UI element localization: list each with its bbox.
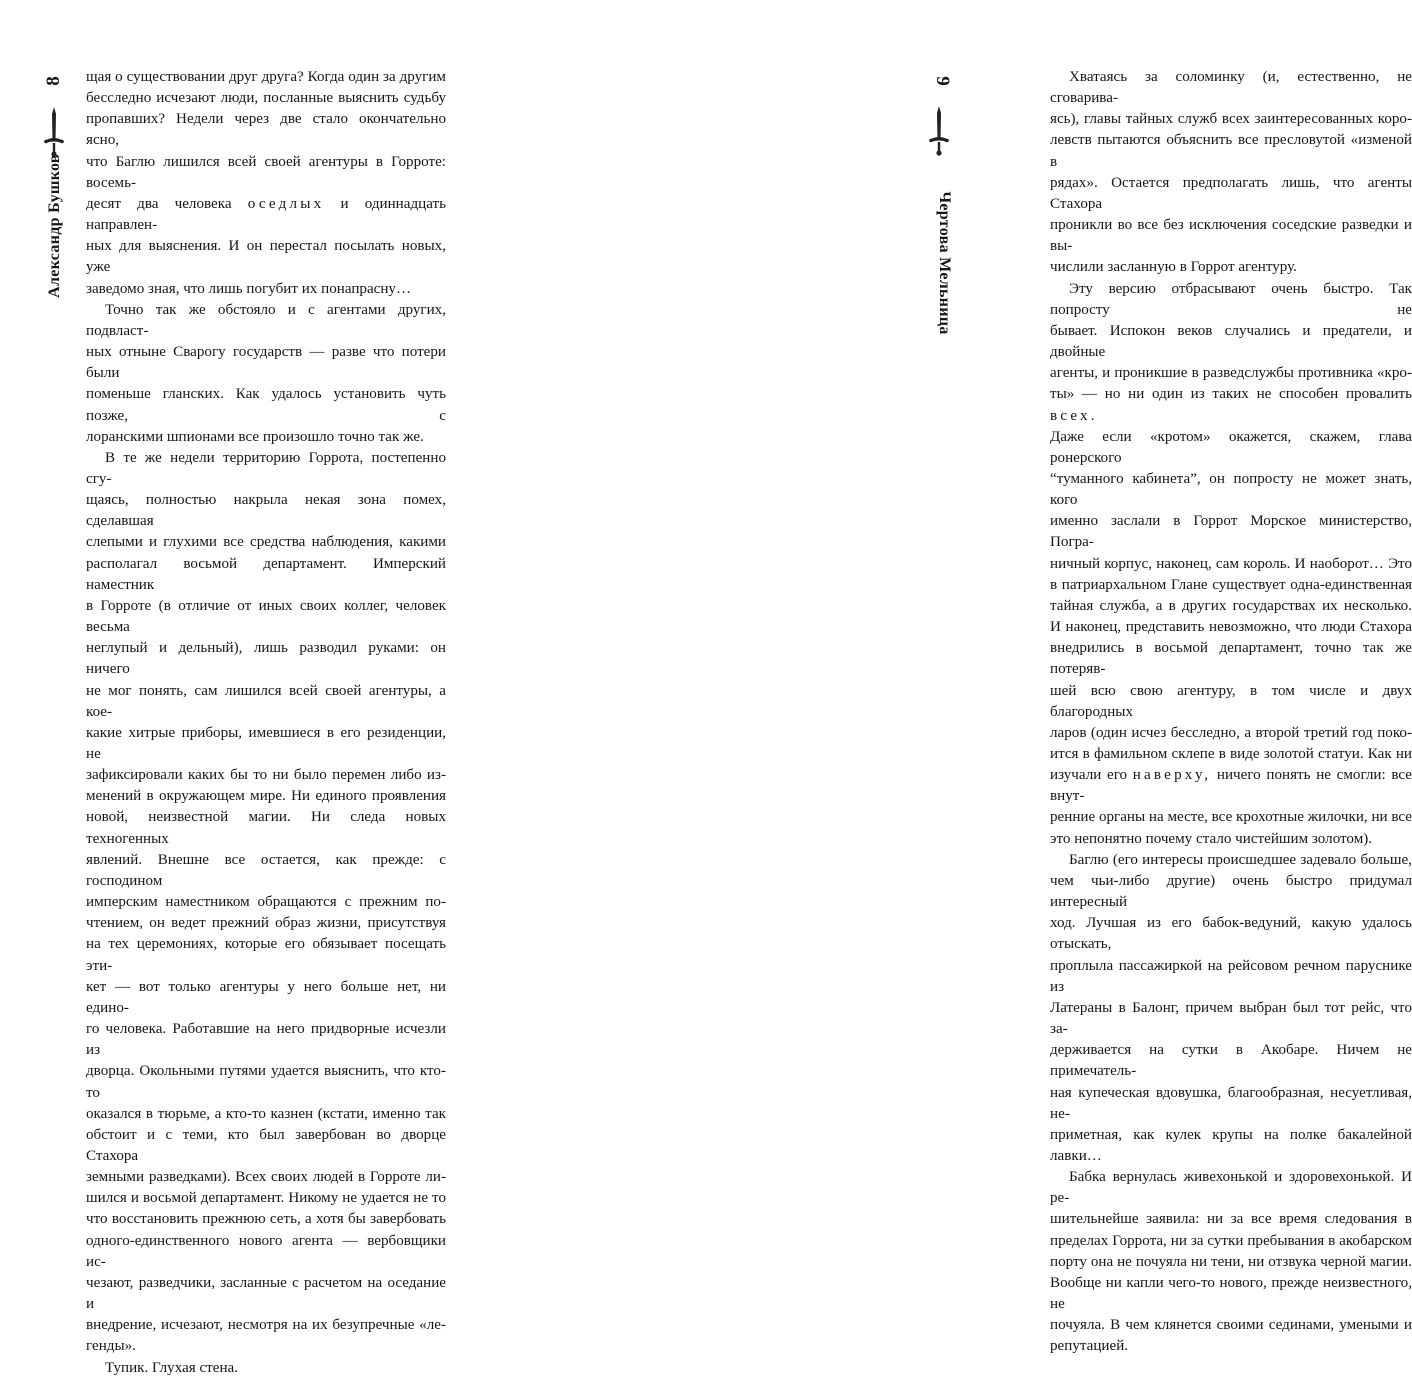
text-line: [86, 1061, 446, 1103]
line-text: дворца. Окольными путями удается выяснить, что кто-то: [86, 1063, 446, 1101]
text-line: [1050, 913, 1412, 955]
text-line: [1050, 850, 1412, 871]
text-line: [86, 279, 446, 300]
text-line: [86, 934, 446, 976]
line-text: заведомо зная, что лишь погубит их понапрасну…: [86, 280, 412, 297]
text-line: [1050, 1315, 1412, 1336]
text-line: [1050, 1167, 1412, 1209]
line-text: бывает. Испокон веков случались и предатели, и двойные: [1050, 322, 1412, 361]
line-text: левств пытаются объяснить все пресловутой «изменой в: [1050, 132, 1412, 170]
text-line: [1050, 1252, 1412, 1273]
line-text: одного-единственного нового агента — вербовщики ис-: [86, 1232, 446, 1270]
line-text: щая о существовании друг друга? Когда один за другим: [86, 69, 446, 85]
line-text: какие хитрые приборы, имевшиеся в его резиденции, не: [86, 724, 446, 762]
text-line: [86, 1273, 446, 1315]
text-line: [86, 892, 446, 913]
line-text: земными разведками). Всех своих людей в Горроте ли-: [86, 1169, 446, 1186]
text-line: [1050, 384, 1412, 426]
text-line: [86, 977, 446, 1019]
text-line: [1050, 469, 1412, 511]
text-line: [86, 1188, 446, 1209]
text-line: [86, 1125, 446, 1167]
line-text: пропавших? Недели через две стало окончательно ясно,: [86, 111, 446, 149]
text-line: [1050, 257, 1412, 278]
line-text: внедрение, исчезают, несмотря на их безупречные «ле-: [86, 1317, 446, 1334]
line-text: что Баглю лишился всей своей агентуры в Горроте: восемь-: [86, 153, 446, 191]
text-line: [86, 638, 446, 680]
text-line: [1050, 575, 1412, 596]
text-line: [86, 554, 446, 596]
line-text: что восстановить прежнюю сеть, а хотя бы завербовать: [86, 1211, 446, 1228]
text-line: [1050, 279, 1412, 321]
text-line: [86, 1231, 446, 1273]
line-text: Хватаясь за соломинку (и, естественно, не сговарива-: [1050, 69, 1412, 107]
line-text: Тупик. Глухая стена.: [105, 1359, 239, 1376]
text-line: [86, 152, 446, 194]
text-line: [86, 786, 446, 807]
line-text: Эту версию отбрасывают очень быстро. Так попросту не: [1050, 280, 1412, 318]
text-line: [1050, 1336, 1412, 1357]
line-text: менений в окружающем мире. Ни единого проявления: [86, 788, 446, 805]
text-line: [86, 532, 446, 553]
emphasized-spaced-word: наверху,: [1132, 767, 1212, 784]
text-line: [86, 236, 446, 278]
text-line: [86, 807, 446, 849]
text-line: [1050, 723, 1412, 744]
text-line: [1050, 617, 1412, 638]
line-text: ясь), главы тайных служб всех заинтересованных коро-: [1050, 111, 1412, 128]
text-line: [86, 1104, 446, 1125]
text-line: [1050, 321, 1412, 363]
text-line: [1050, 1125, 1412, 1167]
text-line: [1050, 956, 1412, 998]
text-line: [1050, 998, 1412, 1040]
line-text: ных отныне Сварогу государств — разве что потери были: [86, 344, 446, 382]
line-text: не мог понять, сам лишился всей своей агентуры, а кое-: [86, 682, 446, 720]
line-text: Точно так же обстояло и с агентами других, подвласт-: [86, 301, 446, 339]
line-text: на тех церемониях, которые его обязывает посещать эти-: [86, 936, 446, 974]
text-line: [1050, 427, 1412, 469]
line-text: лоранскими шпионами все произошло точно так же.: [86, 428, 424, 445]
line-text: тайная служба, а в других государствах их несколько.: [1050, 597, 1412, 614]
line-text: чтением, он ведет прежний образ жизни, присутствуя: [86, 915, 446, 932]
line-text: поменьше гланских. Как удалось установить чуть позже, с: [86, 386, 446, 424]
line-text: почуяла. В чем клянется своими сединами, умеными и: [1050, 1317, 1412, 1334]
text-line: [1050, 363, 1412, 384]
line-text: приметная, как кулек крупы на полке бакалейной лавки…: [1050, 1126, 1412, 1164]
text-line: [1050, 109, 1412, 130]
text-line: [86, 681, 446, 723]
line-text: это непонятно почему стало чистейшим золотом).: [1050, 830, 1373, 847]
right-page: [500, 0, 1412, 1355]
line-text: “туманного кабинета”, он попросту не может знать, кого: [1050, 470, 1412, 509]
left-page-text: [86, 67, 446, 1379]
line-text: рядах». Остается предполагать лишь, что агенты Стахора: [1050, 174, 1412, 212]
text-line: [1050, 681, 1412, 723]
line-text: И наконец, представить невозможно, что люди Стахора: [1050, 619, 1412, 636]
text-line: [1050, 596, 1412, 617]
line-text: ход. Лучшая из его бабок-ведуний, какую удалось отыскать,: [1050, 915, 1412, 953]
text-line: [86, 88, 446, 109]
emphasized-spaced-word: всех.: [1050, 407, 1098, 424]
line-text: проникли во все без исключения соседские разведки и вы-: [1050, 217, 1412, 255]
line-text: бесследно исчезают люди, посланные выяснить судьбу: [86, 90, 446, 107]
text-line: [1050, 765, 1412, 807]
text-line: [1050, 215, 1412, 257]
line-text: имперским наместником обращаются с прежним по-: [86, 894, 446, 911]
line-text: порту она не почуяла ни тени, ни отзвука черной магии.: [1050, 1253, 1412, 1270]
left-page: [0, 0, 500, 1376]
text-line: [1050, 173, 1412, 215]
text-line: [1050, 1040, 1412, 1082]
text-line: [86, 1358, 446, 1379]
text-line: [86, 448, 446, 490]
text-line: [86, 1315, 446, 1336]
line-text: располагал восьмой департамент. Имперский наместник: [86, 555, 446, 593]
line-text: агенты, и проникшие в разведслужбы противника «кро-: [1050, 365, 1412, 382]
text-line: [86, 596, 446, 638]
line-text: ничный корпус, наконец, сам король. И наоборот… Это: [1050, 555, 1412, 572]
line-text: репутацией.: [1050, 1338, 1129, 1355]
text-line: [86, 850, 446, 892]
text-line: [1050, 511, 1412, 553]
line-text: новой, неизвестной магии. Ни следа новых техногенных: [86, 809, 446, 847]
line-text: в Горроте (в отличие от иных своих коллег, человек весьма: [86, 597, 446, 636]
line-text: ларов (один исчез бесследно, а второй третий год поко-: [1050, 724, 1412, 741]
line-text: слепыми и глухими все средства наблюдения, какими: [86, 534, 446, 551]
line-text: оказался в тюрьме, а кто-то казнен (кстати, именно так: [86, 1105, 446, 1122]
line-text: изучали его: [1050, 767, 1128, 784]
text-line: [86, 67, 446, 88]
line-text: ты» — но ни один из таких не способен провалить: [1050, 386, 1412, 403]
line-text-tail: и одиннадцать направлен-: [86, 195, 447, 234]
text-line: [86, 384, 446, 426]
line-text: ных для выяснения. И он перестал посылать новых, уже: [86, 238, 446, 276]
text-line: [86, 765, 446, 786]
line-text: Даже если «кротом» окажется, скажем, глава ронерского: [1050, 428, 1412, 466]
line-text: чезают, разведчики, засланные с расчетом на оседание и: [86, 1274, 446, 1313]
right-running-head: Чертова Мельница: [936, 191, 953, 335]
text-line: [1050, 1273, 1412, 1315]
text-line: [86, 1167, 446, 1188]
line-text: чем чьи-либо другие) очень быстро придумал интересный: [1050, 872, 1412, 911]
text-line: [86, 490, 446, 532]
line-text: явлений. Внешне все остается, как прежде: с господином: [86, 851, 446, 889]
line-text: шительнейше заявила: ни за все время следования в: [1050, 1211, 1412, 1228]
text-line: [1050, 744, 1412, 765]
text-line: [1050, 1083, 1412, 1125]
line-text: шился и восьмой департамент. Никому не удается не то: [86, 1190, 446, 1207]
line-text: Бабка вернулась живехонькой и здоровехонькой. И ре-: [1050, 1169, 1412, 1207]
right-page-number: 9: [931, 76, 953, 86]
text-line: [1050, 638, 1412, 680]
line-text: неглупый и дельный), лишь разводил руками: он ничего: [86, 640, 446, 678]
emphasized-spaced-word: оседлых: [247, 195, 325, 212]
text-line: [86, 1019, 446, 1061]
text-line: [86, 913, 446, 934]
line-text: десят два человека: [86, 195, 232, 212]
line-text: Баглю (его интересы происшедшее задевало больше,: [1069, 851, 1412, 868]
line-text: Вообще ни капли чего-то нового, прежде неизвестного, не: [1050, 1274, 1412, 1313]
line-text: щаясь, полностью накрыла некая зона помех, сделавшая: [86, 492, 446, 530]
text-line: [86, 427, 446, 448]
text-line: [86, 1336, 446, 1357]
line-text: держивается на сутки в Акобаре. Ничем не примечатель-: [1050, 1042, 1412, 1080]
line-text: проплыла пассажиркой на рейсовом речном паруснике из: [1050, 957, 1412, 995]
text-line: [1050, 67, 1412, 109]
sword-ornament-icon: [43, 106, 65, 158]
line-text: ная купеческая вдовушка, благообразная, несуетливая, не-: [1050, 1084, 1412, 1122]
sword-ornament-icon: [928, 105, 950, 157]
text-line: [1050, 807, 1412, 828]
line-text: зафиксировали каких бы то ни было перемен либо из-: [86, 767, 446, 784]
line-text: го человека. Работавшие на него придворные исчезли из: [86, 1021, 446, 1059]
text-line: [1050, 871, 1412, 913]
text-line: [86, 723, 446, 765]
line-text: числили засланную в Горрот агентуру.: [1050, 259, 1297, 276]
line-text: генды».: [86, 1338, 136, 1355]
text-line: [1050, 554, 1412, 575]
line-text: внедрились в восьмой департамент, точно так же потеряв-: [1050, 640, 1412, 678]
line-text: ренние органы на месте, все крохотные жилочки, ни все: [1050, 809, 1412, 826]
text-line: [86, 1209, 446, 1230]
text-line: [86, 342, 446, 384]
line-text: кет — вот только агентуры у него больше нет, ни едино-: [86, 978, 446, 1016]
line-text: в патриархальном Глане существует одна-единственная: [1050, 576, 1412, 593]
text-line: [1050, 829, 1412, 850]
line-text: ится в фамильном склепе в виде золотой статуи. Как ни: [1050, 746, 1412, 762]
line-text: шей всю свою агентуру, в том числе и двух благородных: [1050, 682, 1412, 720]
text-line: [86, 300, 446, 342]
line-text: В те же недели территорию Горрота, постепенно сгу-: [86, 449, 446, 487]
left-page-number: 8: [42, 76, 64, 86]
text-line: [1050, 1209, 1412, 1230]
line-text: обстоит и с теми, кто был завербован во дворце Стахора: [86, 1126, 446, 1164]
text-line: [86, 194, 446, 236]
line-text: Латераны в Балонг, причем выбран был тот рейс, что за-: [1050, 999, 1412, 1038]
right-page-text: [1050, 67, 1412, 1358]
text-line: [1050, 1231, 1412, 1252]
line-text: пределах Горрота, ни за сутки пребывания в акобарском: [1050, 1232, 1412, 1249]
line-text: именно заслали в Горрот Морское министерство, Погра-: [1050, 513, 1412, 551]
text-line: [1050, 130, 1412, 172]
text-line: [86, 109, 446, 151]
line-text-tail: ничего понять не смогли: все внут-: [1050, 767, 1412, 805]
left-running-head: Александр Бушков: [46, 154, 63, 298]
